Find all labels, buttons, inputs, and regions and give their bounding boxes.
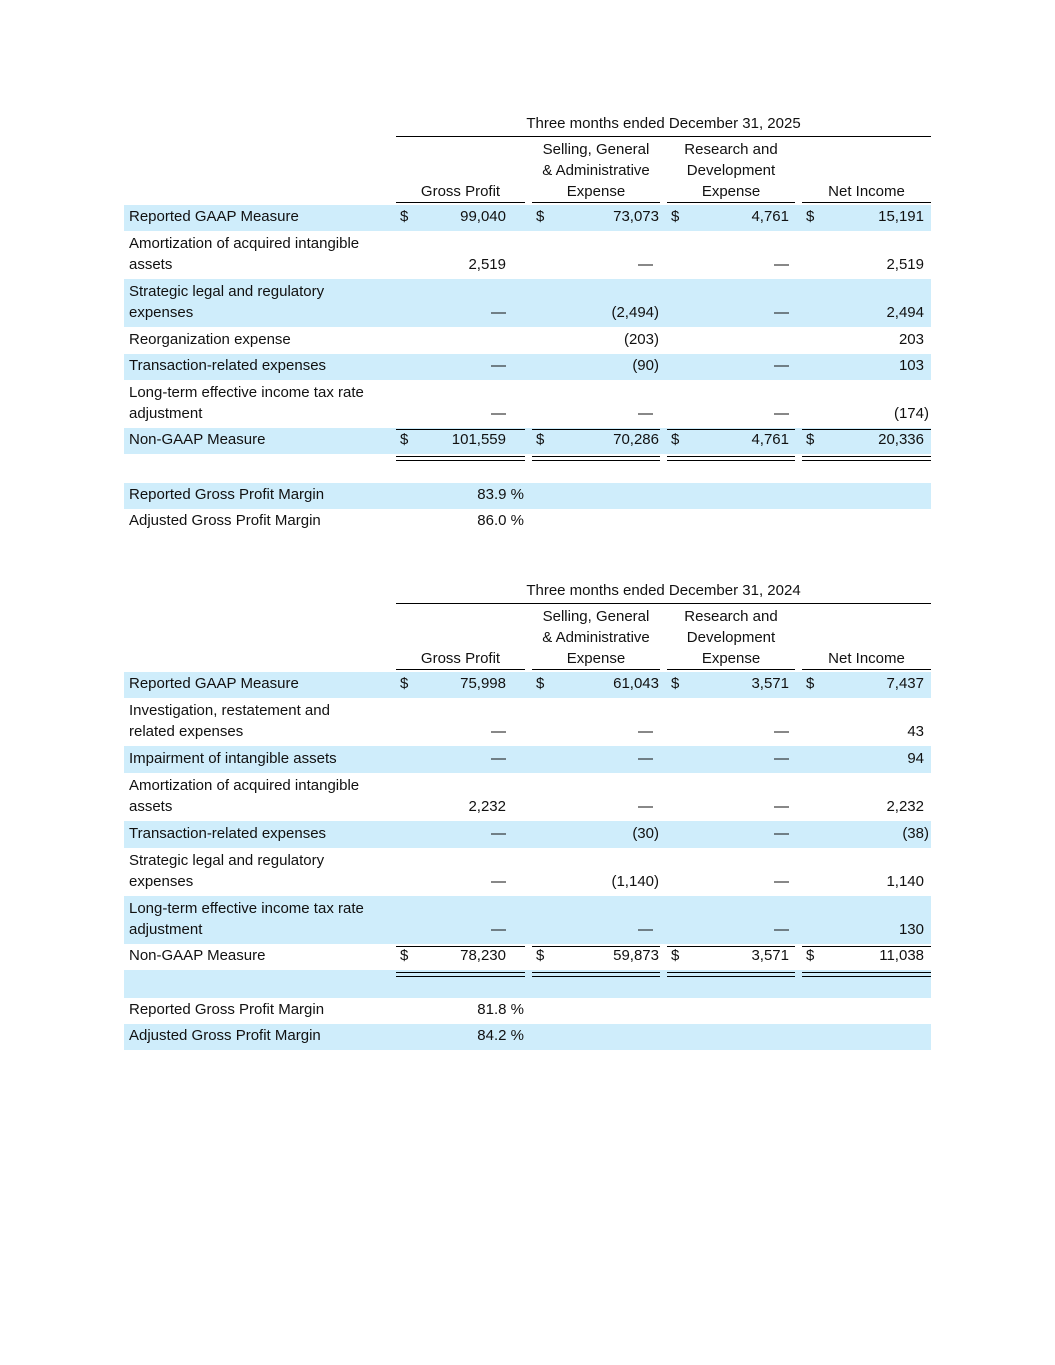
gross-profit-value: — <box>491 750 506 767</box>
net-income-value: 94 <box>907 750 924 767</box>
col-sga: Selling, General & Administrative Expense <box>532 607 660 670</box>
gross-profit-value: — <box>491 723 506 740</box>
total-double-rule <box>532 456 660 461</box>
sga-value: 59,873 <box>613 947 659 964</box>
rnd-value: — <box>774 357 789 374</box>
col-sga: Selling, General & Administrative Expense <box>532 140 660 203</box>
currency-symbol: $ <box>671 431 680 448</box>
col-rnd: Research and Development Expense <box>667 607 795 670</box>
table-row <box>124 821 931 848</box>
net-income-value: 203 <box>898 331 924 348</box>
currency-symbol: $ <box>400 675 409 692</box>
margin-value: 81.8 % <box>477 1001 524 1018</box>
col-gross-profit: Gross Profit <box>396 140 525 203</box>
currency-symbol: $ <box>806 431 815 448</box>
rnd-value: — <box>774 304 789 321</box>
gross-profit-value: — <box>491 357 506 374</box>
row-label: Adjusted Gross Profit Margin <box>129 1027 321 1044</box>
currency-symbol: $ <box>671 947 680 964</box>
currency-symbol: $ <box>806 947 815 964</box>
row-label: Transaction-related expenses <box>129 825 327 842</box>
gross-profit-value: 2,232 <box>468 798 506 815</box>
currency-symbol: $ <box>671 208 680 225</box>
net-income-value: 2,519 <box>886 256 924 273</box>
currency-symbol: $ <box>806 675 815 692</box>
sga-value: (90) <box>632 357 659 374</box>
rnd-value: — <box>774 256 789 273</box>
gross-profit-value: 99,040 <box>460 208 506 225</box>
subtotal-rule <box>667 429 795 430</box>
sga-value: — <box>638 750 653 767</box>
row-label: Adjusted Gross Profit Margin <box>129 512 321 529</box>
table-row <box>124 848 931 896</box>
rnd-value: — <box>774 798 789 815</box>
sga-value: (30) <box>632 825 659 842</box>
col-gross-profit: Gross Profit <box>396 607 525 670</box>
margin-value: 83.9 % <box>477 486 524 503</box>
rnd-value: — <box>774 750 789 767</box>
net-income-value: 43 <box>907 723 924 740</box>
rnd-value: — <box>774 921 789 938</box>
currency-symbol: $ <box>400 947 409 964</box>
sga-value: — <box>638 405 653 422</box>
row-label: Amortization of acquired intangible assets <box>129 235 360 273</box>
currency-symbol: $ <box>400 208 409 225</box>
rnd-value: 4,761 <box>751 431 789 448</box>
subtotal-rule <box>802 946 931 947</box>
total-double-rule <box>396 456 525 461</box>
net-income-value: (38) <box>902 825 929 842</box>
net-income-value: 2,494 <box>886 304 924 321</box>
row-label: Non-GAAP Measure <box>129 947 266 964</box>
table-row <box>124 773 931 821</box>
row-label: Amortization of acquired intangible assets <box>129 777 360 815</box>
sga-value: — <box>638 921 653 938</box>
total-double-rule <box>802 456 931 461</box>
row-label: Reported GAAP Measure <box>129 675 299 692</box>
net-income-value: 2,232 <box>886 798 924 815</box>
table-row <box>124 672 931 698</box>
gross-profit-value: — <box>491 405 506 422</box>
rnd-value: — <box>774 405 789 422</box>
total-double-rule <box>667 456 795 461</box>
row-label: Strategic legal and regulatory expenses <box>129 283 325 321</box>
currency-symbol: $ <box>671 675 680 692</box>
row-label: Transaction-related expenses <box>129 357 327 374</box>
margin-value: 84.2 % <box>477 1027 524 1044</box>
sga-value: 61,043 <box>613 675 659 692</box>
table-row <box>124 231 931 279</box>
row-label: Reorganization expense <box>129 331 291 348</box>
gross-profit-value: — <box>491 873 506 890</box>
table-row-non-gaap <box>124 428 931 454</box>
gross-profit-value: 101,559 <box>451 431 506 448</box>
gross-profit-value: 75,998 <box>460 675 506 692</box>
gross-profit-value: — <box>491 825 506 842</box>
currency-symbol: $ <box>806 208 815 225</box>
gross-profit-value: 2,519 <box>468 256 506 273</box>
subtotal-rule <box>532 429 660 430</box>
sga-value: (2,494) <box>611 304 659 321</box>
rnd-value: 3,571 <box>751 947 789 964</box>
gross-profit-value: 78,230 <box>460 947 506 964</box>
subtotal-rule <box>802 429 931 430</box>
currency-symbol: $ <box>536 947 545 964</box>
gross-profit-value: — <box>491 304 506 321</box>
row-label: Investigation, restatement and related expenses <box>129 702 330 740</box>
row-label: Strategic legal and regulatory expenses <box>129 852 325 890</box>
net-income-value: (174) <box>893 405 929 422</box>
row-label: Reported Gross Profit Margin <box>129 486 325 503</box>
table-row <box>124 279 931 327</box>
row-label: Long-term effective income tax rate adjustment <box>129 900 364 938</box>
rnd-value: 4,761 <box>751 208 789 225</box>
net-income-value: 1,140 <box>886 873 924 890</box>
table-row-non-gaap <box>124 944 931 970</box>
currency-symbol: $ <box>536 675 545 692</box>
subtotal-rule <box>396 946 525 947</box>
col-net-income: Net Income <box>802 607 931 670</box>
row-label: Non-GAAP Measure <box>129 431 266 448</box>
table-row <box>124 327 931 354</box>
gross-profit-value: — <box>491 921 506 938</box>
currency-symbol: $ <box>536 208 545 225</box>
col-net-income: Net Income <box>802 140 931 203</box>
net-income-value: 20,336 <box>878 431 924 448</box>
row-label: Impairment of intangible assets <box>129 750 337 767</box>
margin-row <box>124 1024 931 1050</box>
subtotal-rule <box>396 429 525 430</box>
total-double-rule <box>667 972 795 977</box>
rnd-value: — <box>774 825 789 842</box>
sga-value: — <box>638 256 653 273</box>
table-row <box>124 354 931 380</box>
net-income-value: 11,038 <box>879 947 924 964</box>
rnd-value: 3,571 <box>751 675 789 692</box>
subtotal-rule <box>667 946 795 947</box>
table-row <box>124 380 931 428</box>
total-double-rule <box>802 972 931 977</box>
margin-value: 86.0 % <box>477 512 524 529</box>
rnd-value: — <box>774 723 789 740</box>
margin-row <box>124 509 931 535</box>
margin-row <box>124 998 931 1024</box>
row-label: Reported GAAP Measure <box>129 208 299 225</box>
rnd-value: — <box>774 873 789 890</box>
net-income-value: 103 <box>898 357 924 374</box>
net-income-value: 7,437 <box>886 675 924 692</box>
sga-value: (203) <box>623 331 659 348</box>
sga-value: (1,140) <box>611 873 659 890</box>
table-row <box>124 746 931 773</box>
total-double-rule <box>532 972 660 977</box>
col-rnd: Research and Development Expense <box>667 140 795 203</box>
total-double-rule <box>396 972 525 977</box>
sga-value: — <box>638 723 653 740</box>
net-income-value: 130 <box>898 921 924 938</box>
sga-value: 73,073 <box>613 208 659 225</box>
period-header: Three months ended December 31, 2025 <box>396 114 931 137</box>
net-income-value: 15,191 <box>878 208 924 225</box>
table-row <box>124 698 931 746</box>
currency-symbol: $ <box>536 431 545 448</box>
table-body <box>124 205 931 535</box>
row-label: Long-term effective income tax rate adjustment <box>129 384 364 422</box>
currency-symbol: $ <box>400 431 409 448</box>
table-row <box>124 896 931 944</box>
margin-row <box>124 483 931 509</box>
table-row <box>124 205 931 231</box>
sga-value: — <box>638 798 653 815</box>
period-header: Three months ended December 31, 2024 <box>396 581 931 604</box>
sga-value: 70,286 <box>613 431 659 448</box>
row-label: Reported Gross Profit Margin <box>129 1001 325 1018</box>
table-body <box>124 672 931 1050</box>
subtotal-rule <box>532 946 660 947</box>
